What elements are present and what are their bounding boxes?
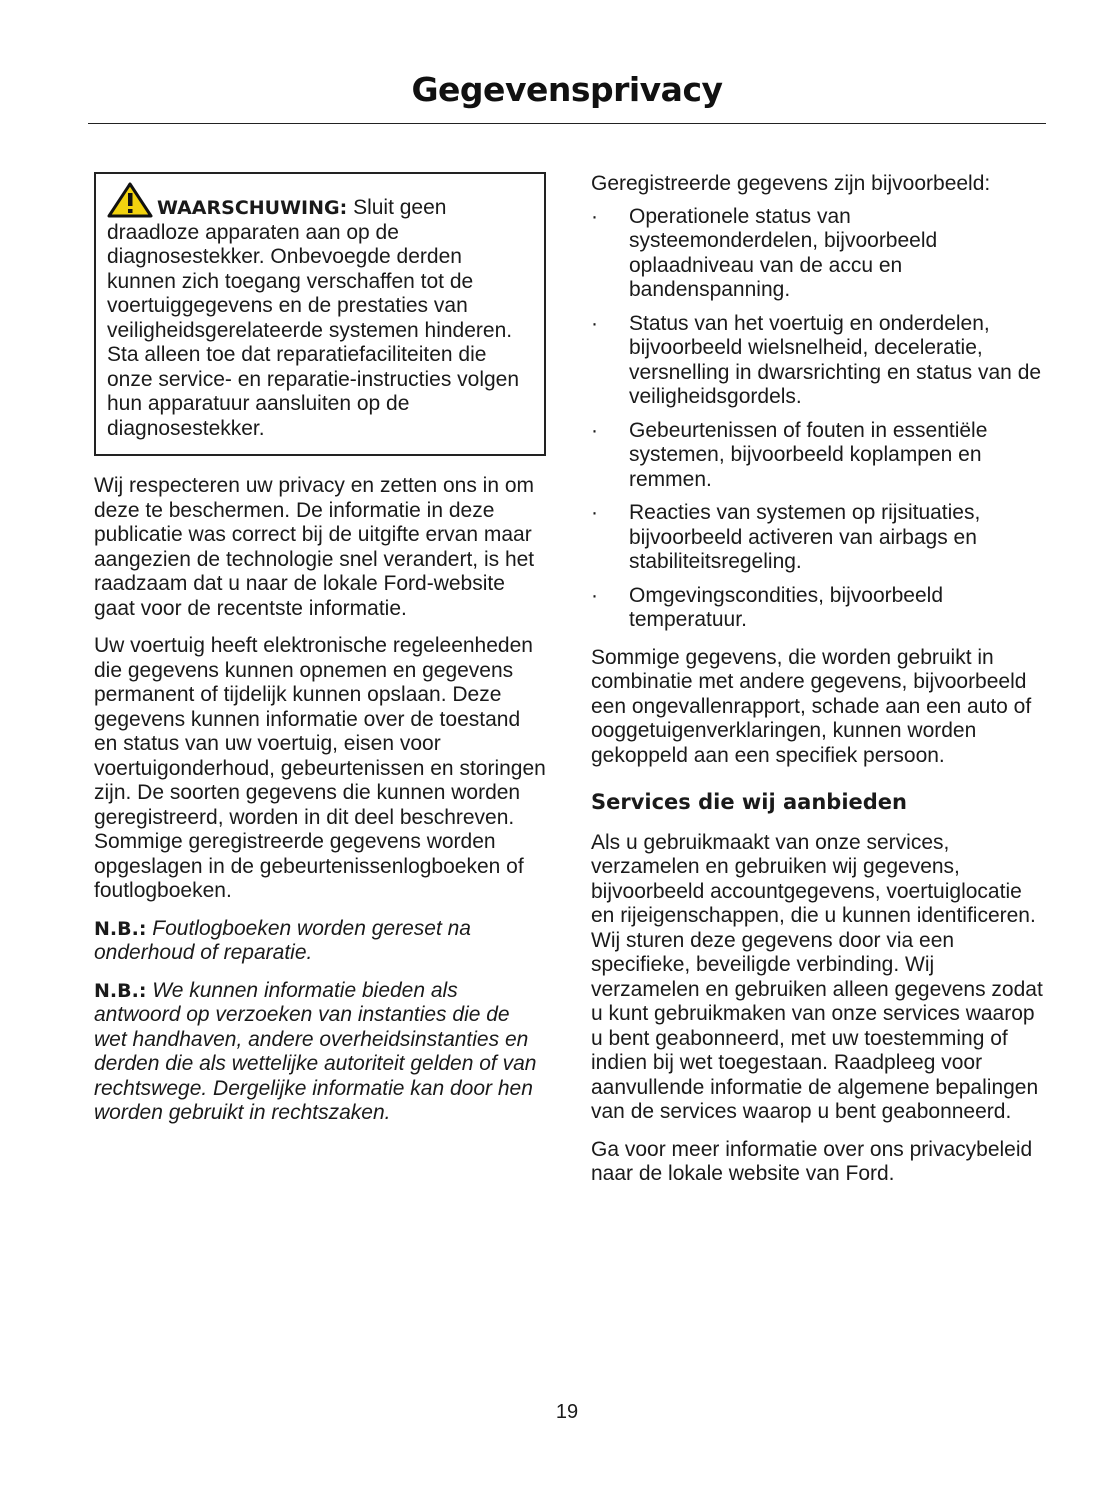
services-heading: Services die wij aanbieden bbox=[591, 790, 907, 814]
page-title: Gegevensprivacy bbox=[411, 70, 723, 109]
note-text: Foutlogboeken worden gereset na onderhoud of reparatie. bbox=[94, 916, 471, 964]
recorded-data-list bbox=[591, 205, 1043, 633]
combined-data-paragraph: Sommige gegevens, die worden gebruikt in combinatie met andere gegevens, bijvoorbeeld een ongevallenrapport, schade aan een auto of ooggetuigenverklaringen, kunnen worden gekoppeld aan een specifiek persoon. bbox=[591, 645, 1032, 767]
note-authorities bbox=[94, 979, 546, 1126]
list-item-text: Status van het voertuig en onderdelen, bijvoorbeeld wielsnelheid, deceleratie, versnelling in dwarsrichting en status van de veiligheidsgordels. bbox=[629, 311, 1042, 408]
bullet-icon: · bbox=[591, 311, 598, 335]
list-item-text: Gebeurtenissen of fouten in essentiële systemen, bijvoorbeeld koplampen en remmen. bbox=[629, 418, 988, 491]
bullet-icon: · bbox=[591, 501, 598, 524]
list-item bbox=[591, 205, 1043, 303]
list-item-text: Operationele status van systeemonderdelen, bijvoorbeeld oplaadniveau van de accu en bandenspanning. bbox=[629, 204, 938, 301]
bullet-icon: · bbox=[591, 583, 598, 607]
list-item-text: Omgevingscondities, bijvoorbeeld temperatuur. bbox=[629, 583, 944, 631]
bullet-icon: · bbox=[591, 204, 598, 228]
list-item bbox=[591, 312, 1043, 410]
note-text: We kunnen informatie bieden als antwoord op verzoeken van instanties die de wet handhaven, andere overheidsinstanties en derden die als wettelijke autoriteit gelden of van rechtswege. Dergelijke informatie kan door hen worden gebruikt in rechtszaken. bbox=[94, 978, 537, 1124]
warning-triangle-icon bbox=[107, 182, 153, 218]
title-divider bbox=[88, 123, 1046, 124]
list-item bbox=[591, 419, 1043, 493]
data-recording-paragraph: Uw voertuig heeft elektronische regeleenheden die gegevens kunnen opnemen en gegevens permanent of tijdelijk kunnen opslaan. Deze gegevens kunnen informatie over de toestand en status van uw voertuig, eisen voor voertuigonderhoud, gebeurtenissen en storingen zijn. De soorten gegevens die kunnen worden geregistreerd, worden in dit deel beschreven. Sommige geregistreerde gegevens worden opgeslagen in de gebeurtenissenlogboeken of foutlogboeken. bbox=[94, 634, 546, 902]
more-info-paragraph: Ga voor meer informatie over ons privacybeleid naar de lokale website van Ford. bbox=[591, 1137, 1033, 1185]
bullet-icon: · bbox=[591, 418, 598, 442]
list-item bbox=[591, 584, 1043, 633]
note-label: N.B.: bbox=[94, 917, 147, 940]
warning-label: WAARSCHUWING: bbox=[157, 197, 348, 219]
recorded-data-intro: Geregistreerde gegevens zijn bijvoorbeeld: bbox=[591, 172, 991, 195]
warning-text: Sluit geen draadloze apparaten aan op de diagnosestekker. Onbevoegde derden kunnen zich toegang verschaffen tot de voertuiggegevens en de prestaties van veiligheidsgerelateerde systemen hinderen. Sta alleen toe dat reparatiefaciliteiten die onze service- en reparatie-instructies volgen hun apparatuur aansluiten op de diagnosestekker. bbox=[107, 196, 520, 440]
left-column bbox=[94, 172, 546, 1139]
privacy-intro-paragraph: Wij respecteren uw privacy en zetten ons in om deze te beschermen. De informatie in deze publicatie was correct bij de uitgifte ervan maar aangezien de technologie snel verandert, is het raadzaam dat u naar de lokale Ford-website gaat voor de recentste informatie. bbox=[94, 474, 535, 620]
note-label: N.B.: bbox=[94, 979, 147, 1002]
list-item bbox=[591, 501, 1043, 575]
warning-box bbox=[94, 172, 546, 456]
page-number: 19 bbox=[555, 1401, 579, 1423]
right-column bbox=[591, 172, 1043, 1200]
list-item-text: Reacties van systemen op rijsituaties, bijvoorbeeld activeren van airbags en stabiliteitsregeling. bbox=[629, 501, 981, 573]
services-paragraph: Als u gebruikmaakt van onze services, verzamelen en gebruiken wij gegevens, bijvoorbeeld accountgegevens, voertuiglocatie en rijeigenschappen, die u kunnen identificeren. Wij sturen deze gegevens door via een specifieke, beveiligde verbinding. Wij verzamelen en gebruiken alleen gegevens zodat u kunt gebruikmaken van onze services waarop u bent geabonneerd, met uw toestemming of indien bij wet toegestaan. Raadpleeg voor aanvullende informatie de algemene bepalingen van de services waarop u bent geabonneerd. bbox=[591, 830, 1043, 1123]
note-fault-logs bbox=[94, 917, 546, 966]
